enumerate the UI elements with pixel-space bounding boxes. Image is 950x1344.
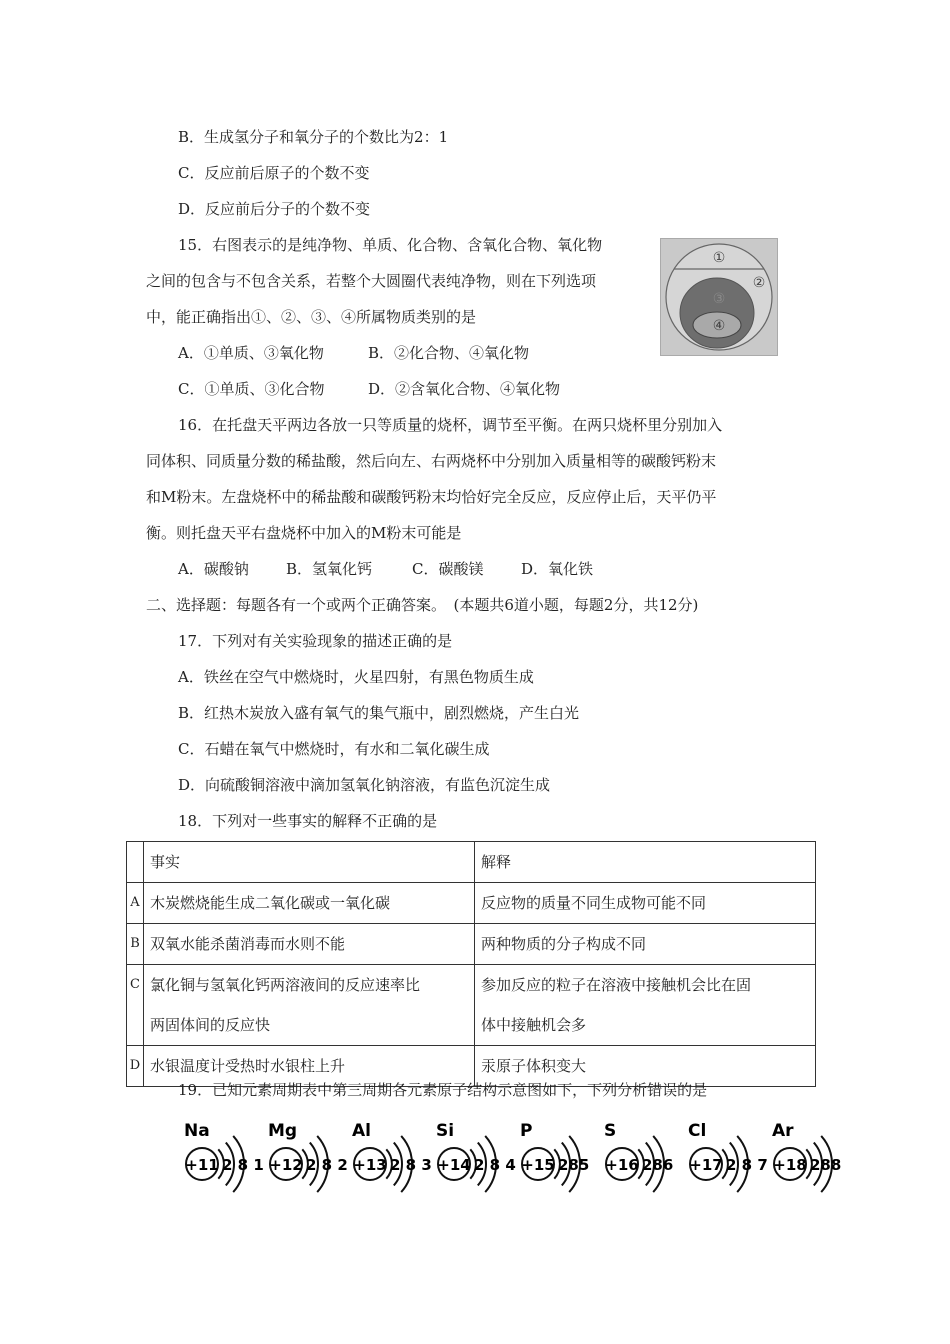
q17-stem: 17．下列对有关实验现象的描述正确的是: [178, 632, 453, 650]
nucleus-charge: +15: [521, 1156, 555, 1174]
element-symbol: Na: [184, 1121, 210, 1141]
shell-electron-counts: 288: [810, 1156, 842, 1174]
q14-option-c: C．反应前后原子的个数不变: [178, 164, 370, 182]
q16-stem-line3: 和M粉末。左盘烧杯中的稀盐酸和碳酸钙粉末均恰好完全反应，反应停止后，天平仍平: [146, 488, 717, 506]
q16-option-b: B．氢氧化钙: [286, 560, 373, 578]
q14-option-d: D．反应前后分子的个数不变: [178, 200, 371, 218]
row-explain-line2: 体中接触机会多: [481, 1016, 587, 1034]
table-header-key: [127, 842, 144, 883]
q15-option-a: A．①单质、③氧化物: [178, 344, 324, 362]
q15-option-b: B．②化合物、④氧化物: [368, 344, 530, 362]
element-symbol: Cl: [688, 1121, 707, 1141]
q16-stem-line1: 16．在托盘天平两边各放一只等质量的烧杯，调节至平衡。在两只烧杯里分别加入: [178, 416, 723, 434]
row-fact: 木炭燃烧能生成二氧化碳或一氧化碳: [144, 883, 475, 924]
nucleus-charge: +14: [437, 1156, 471, 1174]
nucleus-charge: +11: [185, 1156, 219, 1174]
atom-diagram: [604, 1121, 673, 1192]
element-symbol: Mg: [268, 1121, 298, 1141]
nucleus-charge: +12: [269, 1156, 303, 1174]
q15-stem-line3: 中，能正确指出①、②、③、④所属物质类别的是: [146, 308, 477, 326]
q15-stem-line2: 之间的包含与不包含关系，若整个大圆圈代表纯净物，则在下列选项: [146, 272, 597, 290]
q16-option-d: D．氧化铁: [521, 560, 594, 578]
row-explain: [475, 965, 816, 1046]
atom-diagram: [184, 1121, 264, 1192]
q17-option-d: D．向硫酸铜溶液中滴加氢氧化钠溶液，有监色沉淀生成: [178, 776, 551, 794]
atom-diagram: [268, 1121, 348, 1192]
shell-electron-counts: 2 8 7: [726, 1156, 768, 1174]
q16-stem-line2: 同体积、同质量分数的稀盐酸，然后向左、右两烧杯中分别加入质量相等的碳酸钙粉末: [146, 452, 717, 470]
row-key: C: [127, 965, 144, 1046]
table-header-row: [127, 842, 816, 883]
element-symbol: Al: [352, 1121, 371, 1141]
row-key: A: [127, 883, 144, 924]
row-fact-line1: 氯化铜与氢氧化钙两溶液间的反应速率比: [150, 976, 421, 994]
q16-stem-line4: 衡。则托盘天平右盘烧杯中加入的M粉末可能是: [146, 524, 462, 542]
shell-electron-counts: 285: [558, 1156, 590, 1174]
shell-electron-counts: 2 8 2: [306, 1156, 348, 1174]
shell-electron-counts: 286: [642, 1156, 674, 1174]
table-row: [127, 883, 816, 924]
element-symbol: P: [520, 1121, 533, 1141]
atom-diagram: [772, 1121, 841, 1192]
atom-diagram: [520, 1121, 589, 1192]
q18-facts-table: [126, 841, 816, 1087]
region-label-1: ①: [712, 250, 726, 266]
shell-electron-counts: 2 8 3: [390, 1156, 432, 1174]
q14-option-b: B．生成氢分子和氧分子的个数比为2：1: [178, 128, 449, 146]
table-row: [127, 924, 816, 965]
classification-venn-figure: [660, 238, 778, 356]
q15-stem-line1: 15．右图表示的是纯净物、单质、化合物、含氧化合物、氧化物: [178, 236, 603, 254]
element-symbol: Si: [436, 1121, 455, 1141]
element-symbol: S: [604, 1121, 617, 1141]
row-fact: [144, 965, 475, 1046]
q17-option-a: A．铁丝在空气中燃烧时，火星四射，有黑色物质生成: [178, 668, 534, 686]
atom-diagram: [352, 1121, 432, 1192]
q19-stem: 19．已知元素周期表中第三周期各元素原子结构示意图如下，下列分析错误的是: [178, 1081, 708, 1099]
q15-option-d: D．②含氧化合物、④氧化物: [368, 380, 561, 398]
section2-heading: 二、选择题：每题各有一个或两个正确答案。 (本题共6道小题，每题2分，共12分): [146, 596, 699, 614]
nucleus-charge: +18: [773, 1156, 807, 1174]
atom-diagram: [688, 1121, 768, 1192]
row-explain-line1: 参加反应的粒子在溶液中接触机会比在固: [481, 976, 752, 994]
row-fact: 双氧水能杀菌消毒而水则不能: [144, 924, 475, 965]
nucleus-charge: +16: [605, 1156, 639, 1174]
row-fact-line2: 两固体间的反应快: [150, 1016, 271, 1034]
atom-diagram: [436, 1121, 516, 1192]
venn-diagram: [661, 239, 777, 355]
q17-option-c: C．石蜡在氧气中燃烧时，有水和二氧化碳生成: [178, 740, 490, 758]
region-label-3: ③: [712, 291, 726, 307]
q18-stem: 18．下列对一些事实的解释不正确的是: [178, 812, 438, 830]
q16-option-c: C．碳酸镁: [412, 560, 484, 578]
shell-electron-counts: 2 8 1: [222, 1156, 264, 1174]
q16-option-a: A．碳酸钠: [178, 560, 249, 578]
row-explain: 汞原子体积变大: [475, 1046, 816, 1087]
row-explain: 反应物的质量不同生成物可能不同: [475, 883, 816, 924]
element-symbol: Ar: [772, 1121, 794, 1141]
row-fact: 水银温度计受热时水银柱上升: [144, 1046, 475, 1087]
table-header-fact: 事实: [144, 842, 475, 883]
row-key: D: [127, 1046, 144, 1087]
row-key: B: [127, 924, 144, 965]
table-header-explain: 解释: [475, 842, 816, 883]
region-label-2: ②: [752, 275, 766, 291]
region-label-4: ④: [712, 318, 726, 334]
row-explain: 两种物质的分子构成不同: [475, 924, 816, 965]
shell-electron-counts: 2 8 4: [474, 1156, 516, 1174]
atomic-structure-diagrams: [178, 1110, 848, 1220]
table-row: [127, 965, 816, 1046]
nucleus-charge: +13: [353, 1156, 387, 1174]
q15-option-c: C．①单质、③化合物: [178, 380, 325, 398]
q17-option-b: B．红热木炭放入盛有氧气的集气瓶中，剧烈燃烧，产生白光: [178, 704, 580, 722]
nucleus-charge: +17: [689, 1156, 723, 1174]
